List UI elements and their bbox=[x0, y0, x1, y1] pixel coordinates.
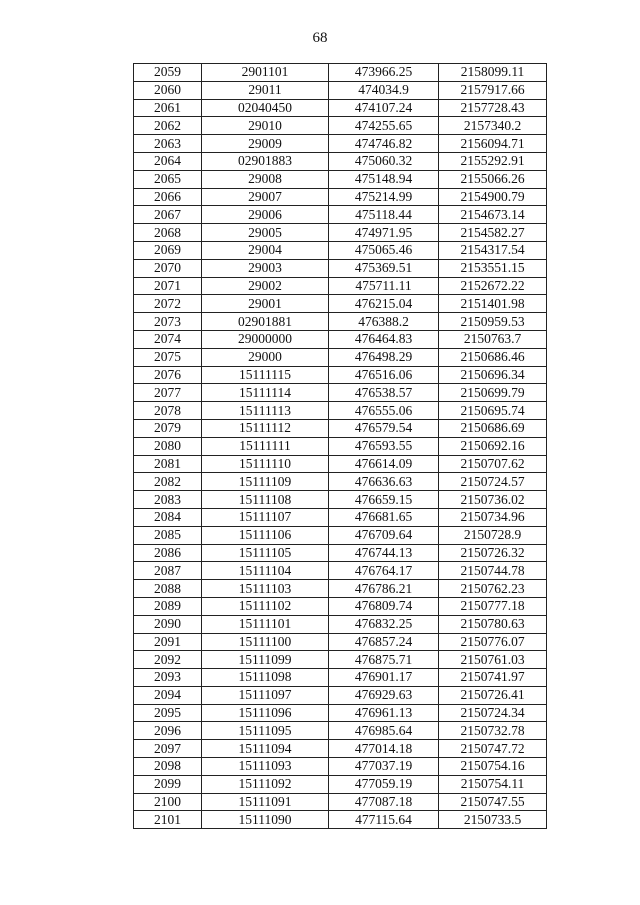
y-coordinate-cell: 2150777.18 bbox=[439, 597, 547, 615]
point-code-cell: 15111114 bbox=[202, 384, 329, 402]
y-coordinate-cell: 2157917.66 bbox=[439, 81, 547, 99]
table-row bbox=[134, 669, 547, 687]
page-number: 68 bbox=[312, 30, 328, 46]
point-code-cell: 29000000 bbox=[202, 330, 329, 348]
point-number-cell: 2092 bbox=[134, 651, 202, 669]
point-code-cell: 29002 bbox=[202, 277, 329, 295]
x-coordinate-cell: 476538.57 bbox=[329, 384, 439, 402]
table-row bbox=[134, 241, 547, 259]
x-coordinate-cell: 475065.46 bbox=[329, 241, 439, 259]
point-number-cell: 2097 bbox=[134, 740, 202, 758]
x-coordinate-cell: 476516.06 bbox=[329, 366, 439, 384]
table-row bbox=[134, 117, 547, 135]
point-code-cell: 15111107 bbox=[202, 508, 329, 526]
x-coordinate-cell: 476215.04 bbox=[329, 295, 439, 313]
x-coordinate-cell: 477115.64 bbox=[329, 811, 439, 829]
table-row bbox=[134, 402, 547, 420]
x-coordinate-cell: 476786.21 bbox=[329, 580, 439, 598]
point-number-cell: 2085 bbox=[134, 526, 202, 544]
x-coordinate-cell: 476985.64 bbox=[329, 722, 439, 740]
point-code-cell: 15111112 bbox=[202, 419, 329, 437]
y-coordinate-cell: 2150724.34 bbox=[439, 704, 547, 722]
table-row bbox=[134, 437, 547, 455]
x-coordinate-cell: 476659.15 bbox=[329, 491, 439, 509]
y-coordinate-cell: 2150780.63 bbox=[439, 615, 547, 633]
point-code-cell: 29001 bbox=[202, 295, 329, 313]
x-coordinate-cell: 477087.18 bbox=[329, 793, 439, 811]
table-row bbox=[134, 526, 547, 544]
table-row bbox=[134, 651, 547, 669]
x-coordinate-cell: 476901.17 bbox=[329, 669, 439, 687]
point-number-cell: 2090 bbox=[134, 615, 202, 633]
x-coordinate-cell: 475369.51 bbox=[329, 259, 439, 277]
y-coordinate-cell: 2150732.78 bbox=[439, 722, 547, 740]
point-number-cell: 2074 bbox=[134, 330, 202, 348]
x-coordinate-cell: 476464.83 bbox=[329, 330, 439, 348]
point-code-cell: 15111102 bbox=[202, 597, 329, 615]
point-number-cell: 2078 bbox=[134, 402, 202, 420]
x-coordinate-cell: 476832.25 bbox=[329, 615, 439, 633]
table-row bbox=[134, 793, 547, 811]
point-code-cell: 15111115 bbox=[202, 366, 329, 384]
point-code-cell: 15111096 bbox=[202, 704, 329, 722]
y-coordinate-cell: 2150741.97 bbox=[439, 669, 547, 687]
table-row bbox=[134, 580, 547, 598]
table-row bbox=[134, 544, 547, 562]
x-coordinate-cell: 476744.13 bbox=[329, 544, 439, 562]
y-coordinate-cell: 2150728.9 bbox=[439, 526, 547, 544]
point-number-cell: 2100 bbox=[134, 793, 202, 811]
y-coordinate-cell: 2150734.96 bbox=[439, 508, 547, 526]
point-code-cell: 29003 bbox=[202, 259, 329, 277]
y-coordinate-cell: 2150726.32 bbox=[439, 544, 547, 562]
table-row bbox=[134, 758, 547, 776]
point-code-cell: 15111105 bbox=[202, 544, 329, 562]
table-row bbox=[134, 81, 547, 99]
x-coordinate-cell: 474746.82 bbox=[329, 135, 439, 153]
point-code-cell: 29006 bbox=[202, 206, 329, 224]
point-number-cell: 2087 bbox=[134, 562, 202, 580]
point-number-cell: 2094 bbox=[134, 686, 202, 704]
x-coordinate-cell: 476709.64 bbox=[329, 526, 439, 544]
y-coordinate-cell: 2150754.11 bbox=[439, 775, 547, 793]
point-code-cell: 15111100 bbox=[202, 633, 329, 651]
point-code-cell: 15111113 bbox=[202, 402, 329, 420]
y-coordinate-cell: 2150686.69 bbox=[439, 419, 547, 437]
table-row bbox=[134, 722, 547, 740]
point-code-cell: 15111099 bbox=[202, 651, 329, 669]
table-row bbox=[134, 491, 547, 509]
y-coordinate-cell: 2154673.14 bbox=[439, 206, 547, 224]
point-code-cell: 15111095 bbox=[202, 722, 329, 740]
y-coordinate-cell: 2150762.23 bbox=[439, 580, 547, 598]
y-coordinate-cell: 2150686.46 bbox=[439, 348, 547, 366]
table-row bbox=[134, 562, 547, 580]
point-code-cell: 15111092 bbox=[202, 775, 329, 793]
point-number-cell: 2101 bbox=[134, 811, 202, 829]
y-coordinate-cell: 2156094.71 bbox=[439, 135, 547, 153]
x-coordinate-cell: 476614.09 bbox=[329, 455, 439, 473]
table-row bbox=[134, 170, 547, 188]
x-coordinate-cell: 476636.63 bbox=[329, 473, 439, 491]
table-row bbox=[134, 277, 547, 295]
point-number-cell: 2084 bbox=[134, 508, 202, 526]
table-row bbox=[134, 348, 547, 366]
point-number-cell: 2081 bbox=[134, 455, 202, 473]
point-number-cell: 2061 bbox=[134, 99, 202, 117]
table-row bbox=[134, 473, 547, 491]
table-row bbox=[134, 615, 547, 633]
point-code-cell: 15111106 bbox=[202, 526, 329, 544]
point-number-cell: 2059 bbox=[134, 64, 202, 82]
x-coordinate-cell: 475060.32 bbox=[329, 152, 439, 170]
x-coordinate-cell: 476593.55 bbox=[329, 437, 439, 455]
table-row bbox=[134, 99, 547, 117]
x-coordinate-cell: 476579.54 bbox=[329, 419, 439, 437]
point-code-cell: 15111093 bbox=[202, 758, 329, 776]
point-number-cell: 2072 bbox=[134, 295, 202, 313]
point-code-cell: 29007 bbox=[202, 188, 329, 206]
point-code-cell: 15111090 bbox=[202, 811, 329, 829]
table-row bbox=[134, 811, 547, 829]
table-row bbox=[134, 633, 547, 651]
point-code-cell: 15111094 bbox=[202, 740, 329, 758]
point-code-cell: 29010 bbox=[202, 117, 329, 135]
point-number-cell: 2083 bbox=[134, 491, 202, 509]
y-coordinate-cell: 2155066.26 bbox=[439, 170, 547, 188]
point-number-cell: 2065 bbox=[134, 170, 202, 188]
point-number-cell: 2066 bbox=[134, 188, 202, 206]
table-row bbox=[134, 455, 547, 473]
point-code-cell: 02901881 bbox=[202, 313, 329, 331]
x-coordinate-cell: 476809.74 bbox=[329, 597, 439, 615]
y-coordinate-cell: 2150736.02 bbox=[439, 491, 547, 509]
table-body bbox=[134, 64, 547, 829]
point-code-cell: 2901101 bbox=[202, 64, 329, 82]
x-coordinate-cell: 475118.44 bbox=[329, 206, 439, 224]
point-number-cell: 2091 bbox=[134, 633, 202, 651]
point-code-cell: 15111110 bbox=[202, 455, 329, 473]
y-coordinate-cell: 2153551.15 bbox=[439, 259, 547, 277]
table-row bbox=[134, 259, 547, 277]
point-code-cell: 29011 bbox=[202, 81, 329, 99]
y-coordinate-cell: 2150747.72 bbox=[439, 740, 547, 758]
y-coordinate-cell: 2150699.79 bbox=[439, 384, 547, 402]
table-row bbox=[134, 224, 547, 242]
point-number-cell: 2082 bbox=[134, 473, 202, 491]
point-code-cell: 15111111 bbox=[202, 437, 329, 455]
y-coordinate-cell: 2152672.22 bbox=[439, 277, 547, 295]
y-coordinate-cell: 2155292.91 bbox=[439, 152, 547, 170]
point-code-cell: 29008 bbox=[202, 170, 329, 188]
x-coordinate-cell: 477037.19 bbox=[329, 758, 439, 776]
point-code-cell: 15111098 bbox=[202, 669, 329, 687]
point-number-cell: 2073 bbox=[134, 313, 202, 331]
y-coordinate-cell: 2150692.16 bbox=[439, 437, 547, 455]
point-code-cell: 15111097 bbox=[202, 686, 329, 704]
point-number-cell: 2069 bbox=[134, 241, 202, 259]
x-coordinate-cell: 474971.95 bbox=[329, 224, 439, 242]
point-number-cell: 2076 bbox=[134, 366, 202, 384]
point-number-cell: 2064 bbox=[134, 152, 202, 170]
table-row bbox=[134, 508, 547, 526]
y-coordinate-cell: 2154900.79 bbox=[439, 188, 547, 206]
coordinates-table bbox=[133, 63, 547, 829]
point-code-cell: 15111109 bbox=[202, 473, 329, 491]
table-row bbox=[134, 597, 547, 615]
point-number-cell: 2063 bbox=[134, 135, 202, 153]
point-number-cell: 2070 bbox=[134, 259, 202, 277]
table-row bbox=[134, 740, 547, 758]
y-coordinate-cell: 2150747.55 bbox=[439, 793, 547, 811]
y-coordinate-cell: 2150754.16 bbox=[439, 758, 547, 776]
table-row bbox=[134, 686, 547, 704]
point-code-cell: 29004 bbox=[202, 241, 329, 259]
point-number-cell: 2071 bbox=[134, 277, 202, 295]
y-coordinate-cell: 2150776.07 bbox=[439, 633, 547, 651]
table-row bbox=[134, 206, 547, 224]
x-coordinate-cell: 473966.25 bbox=[329, 64, 439, 82]
x-coordinate-cell: 476961.13 bbox=[329, 704, 439, 722]
table-row bbox=[134, 135, 547, 153]
point-number-cell: 2086 bbox=[134, 544, 202, 562]
point-code-cell: 02901883 bbox=[202, 152, 329, 170]
y-coordinate-cell: 2150744.78 bbox=[439, 562, 547, 580]
table-row bbox=[134, 313, 547, 331]
y-coordinate-cell: 2151401.98 bbox=[439, 295, 547, 313]
x-coordinate-cell: 474107.24 bbox=[329, 99, 439, 117]
x-coordinate-cell: 477014.18 bbox=[329, 740, 439, 758]
table-row bbox=[134, 330, 547, 348]
x-coordinate-cell: 475711.11 bbox=[329, 277, 439, 295]
table-row bbox=[134, 366, 547, 384]
y-coordinate-cell: 2150696.34 bbox=[439, 366, 547, 384]
table-row bbox=[134, 384, 547, 402]
y-coordinate-cell: 2154317.54 bbox=[439, 241, 547, 259]
y-coordinate-cell: 2154582.27 bbox=[439, 224, 547, 242]
point-number-cell: 2098 bbox=[134, 758, 202, 776]
point-number-cell: 2096 bbox=[134, 722, 202, 740]
point-code-cell: 15111091 bbox=[202, 793, 329, 811]
point-code-cell: 02040450 bbox=[202, 99, 329, 117]
point-number-cell: 2075 bbox=[134, 348, 202, 366]
point-number-cell: 2079 bbox=[134, 419, 202, 437]
table-row bbox=[134, 419, 547, 437]
point-number-cell: 2093 bbox=[134, 669, 202, 687]
table-row bbox=[134, 295, 547, 313]
point-number-cell: 2095 bbox=[134, 704, 202, 722]
x-coordinate-cell: 474255.65 bbox=[329, 117, 439, 135]
point-number-cell: 2080 bbox=[134, 437, 202, 455]
point-number-cell: 2068 bbox=[134, 224, 202, 242]
point-number-cell: 2067 bbox=[134, 206, 202, 224]
x-coordinate-cell: 476388.2 bbox=[329, 313, 439, 331]
y-coordinate-cell: 2150726.41 bbox=[439, 686, 547, 704]
point-code-cell: 15111104 bbox=[202, 562, 329, 580]
point-code-cell: 15111101 bbox=[202, 615, 329, 633]
x-coordinate-cell: 477059.19 bbox=[329, 775, 439, 793]
x-coordinate-cell: 476929.63 bbox=[329, 686, 439, 704]
x-coordinate-cell: 475214.99 bbox=[329, 188, 439, 206]
table-row bbox=[134, 64, 547, 82]
table-row bbox=[134, 188, 547, 206]
point-code-cell: 15111103 bbox=[202, 580, 329, 598]
y-coordinate-cell: 2150724.57 bbox=[439, 473, 547, 491]
table-row bbox=[134, 704, 547, 722]
point-number-cell: 2062 bbox=[134, 117, 202, 135]
x-coordinate-cell: 476875.71 bbox=[329, 651, 439, 669]
point-number-cell: 2089 bbox=[134, 597, 202, 615]
point-code-cell: 29009 bbox=[202, 135, 329, 153]
table-row bbox=[134, 775, 547, 793]
point-number-cell: 2060 bbox=[134, 81, 202, 99]
x-coordinate-cell: 476764.17 bbox=[329, 562, 439, 580]
x-coordinate-cell: 476498.29 bbox=[329, 348, 439, 366]
table-row bbox=[134, 152, 547, 170]
x-coordinate-cell: 476555.06 bbox=[329, 402, 439, 420]
y-coordinate-cell: 2150695.74 bbox=[439, 402, 547, 420]
y-coordinate-cell: 2157728.43 bbox=[439, 99, 547, 117]
y-coordinate-cell: 2150761.03 bbox=[439, 651, 547, 669]
point-code-cell: 29005 bbox=[202, 224, 329, 242]
x-coordinate-cell: 476681.65 bbox=[329, 508, 439, 526]
point-number-cell: 2099 bbox=[134, 775, 202, 793]
point-number-cell: 2077 bbox=[134, 384, 202, 402]
y-coordinate-cell: 2158099.11 bbox=[439, 64, 547, 82]
point-number-cell: 2088 bbox=[134, 580, 202, 598]
y-coordinate-cell: 2157340.2 bbox=[439, 117, 547, 135]
x-coordinate-cell: 476857.24 bbox=[329, 633, 439, 651]
x-coordinate-cell: 474034.9 bbox=[329, 81, 439, 99]
y-coordinate-cell: 2150733.5 bbox=[439, 811, 547, 829]
y-coordinate-cell: 2150959.53 bbox=[439, 313, 547, 331]
y-coordinate-cell: 2150707.62 bbox=[439, 455, 547, 473]
point-code-cell: 29000 bbox=[202, 348, 329, 366]
y-coordinate-cell: 2150763.7 bbox=[439, 330, 547, 348]
x-coordinate-cell: 475148.94 bbox=[329, 170, 439, 188]
point-code-cell: 15111108 bbox=[202, 491, 329, 509]
